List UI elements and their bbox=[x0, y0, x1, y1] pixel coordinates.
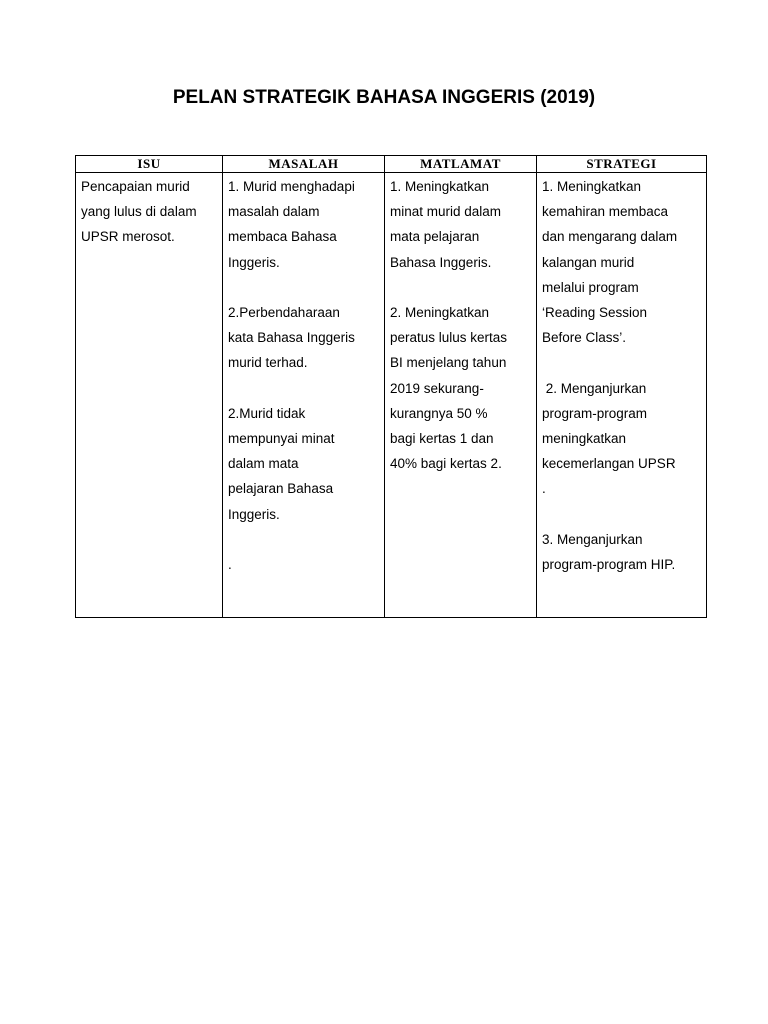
cell-masalah bbox=[223, 173, 385, 618]
text-line: kata Bahasa Inggeris bbox=[228, 330, 355, 346]
text-line: pelajaran Bahasa bbox=[228, 481, 334, 497]
text-line: Bahasa Inggeris. bbox=[390, 254, 492, 270]
text-line: kalangan murid bbox=[542, 254, 635, 270]
text-line: Before Class’. bbox=[542, 330, 627, 346]
header-isu: ISU bbox=[76, 156, 223, 173]
table-row bbox=[76, 173, 707, 618]
spacer bbox=[228, 275, 380, 300]
cell-strategi bbox=[537, 173, 707, 618]
text-line: Inggeris. bbox=[228, 254, 280, 270]
text-line: ‘Reading Session bbox=[542, 305, 648, 321]
text-line: 2. Meningkatkan bbox=[390, 305, 490, 320]
text-line: kemahiran membaca bbox=[542, 204, 669, 220]
text-line: mata pelajaran bbox=[390, 229, 480, 245]
spacer bbox=[228, 376, 380, 401]
spacer bbox=[542, 350, 702, 375]
text-line: 40% bagi kertas 2. bbox=[390, 456, 502, 472]
header-strategi: STRATEGI bbox=[537, 156, 707, 173]
text-line: 3. Menganjurkan bbox=[542, 531, 643, 547]
text-line: dalam mata bbox=[228, 456, 299, 472]
cell-matlamat bbox=[385, 173, 537, 618]
text-line: dan mengarang dalam bbox=[542, 229, 678, 245]
header-matlamat: MATLAMAT bbox=[385, 156, 537, 173]
table-header-row bbox=[76, 156, 707, 173]
text-line: kurangnya 50 % bbox=[390, 405, 488, 421]
text-line: 1. Meningkatkan bbox=[390, 179, 490, 194]
text-line: kecemerlangan UPSR bbox=[542, 456, 676, 472]
text-line: . bbox=[542, 481, 546, 497]
text-line: 1. Meningkatkan bbox=[542, 179, 642, 194]
strategic-plan-table bbox=[75, 155, 707, 618]
text-line: 2.Murid tidak bbox=[228, 405, 306, 421]
text-line: yang lulus di dalam bbox=[81, 204, 197, 220]
text-line: BI menjelang tahun bbox=[390, 355, 507, 371]
text-line: masalah dalam bbox=[228, 204, 320, 220]
text-line: melalui program bbox=[542, 279, 639, 295]
text-line: program-program bbox=[542, 405, 648, 421]
spacer bbox=[228, 527, 380, 552]
cell-isu bbox=[76, 173, 223, 618]
text-line: . bbox=[228, 557, 232, 572]
spacer bbox=[542, 502, 702, 527]
text-line: UPSR merosot. bbox=[81, 229, 175, 245]
text-line: minat murid dalam bbox=[390, 204, 502, 220]
text-line: murid terhad. bbox=[228, 355, 308, 371]
text-line: meningkatkan bbox=[542, 431, 627, 447]
spacer bbox=[390, 275, 532, 300]
header-masalah: MASALAH bbox=[223, 156, 385, 173]
text-line: 2019 sekurang- bbox=[390, 380, 484, 396]
text-line: 2. Menganjurkan bbox=[542, 380, 647, 396]
text-line: Pencapaian murid bbox=[81, 179, 190, 194]
text-line: program-program HIP. bbox=[542, 557, 676, 573]
text-line: 2.Perbendaharaan bbox=[228, 305, 340, 320]
text-line: Inggeris. bbox=[228, 506, 280, 522]
text-line: bagi kertas 1 dan bbox=[390, 431, 494, 447]
text-line: membaca Bahasa bbox=[228, 229, 337, 245]
text-line: 1. Murid menghadapi bbox=[228, 179, 355, 194]
text-line: mempunyai minat bbox=[228, 431, 335, 446]
page-title: PELAN STRATEGIK BAHASA INGGERIS (2019) bbox=[172, 87, 596, 108]
text-line: peratus lulus kertas bbox=[390, 330, 508, 346]
